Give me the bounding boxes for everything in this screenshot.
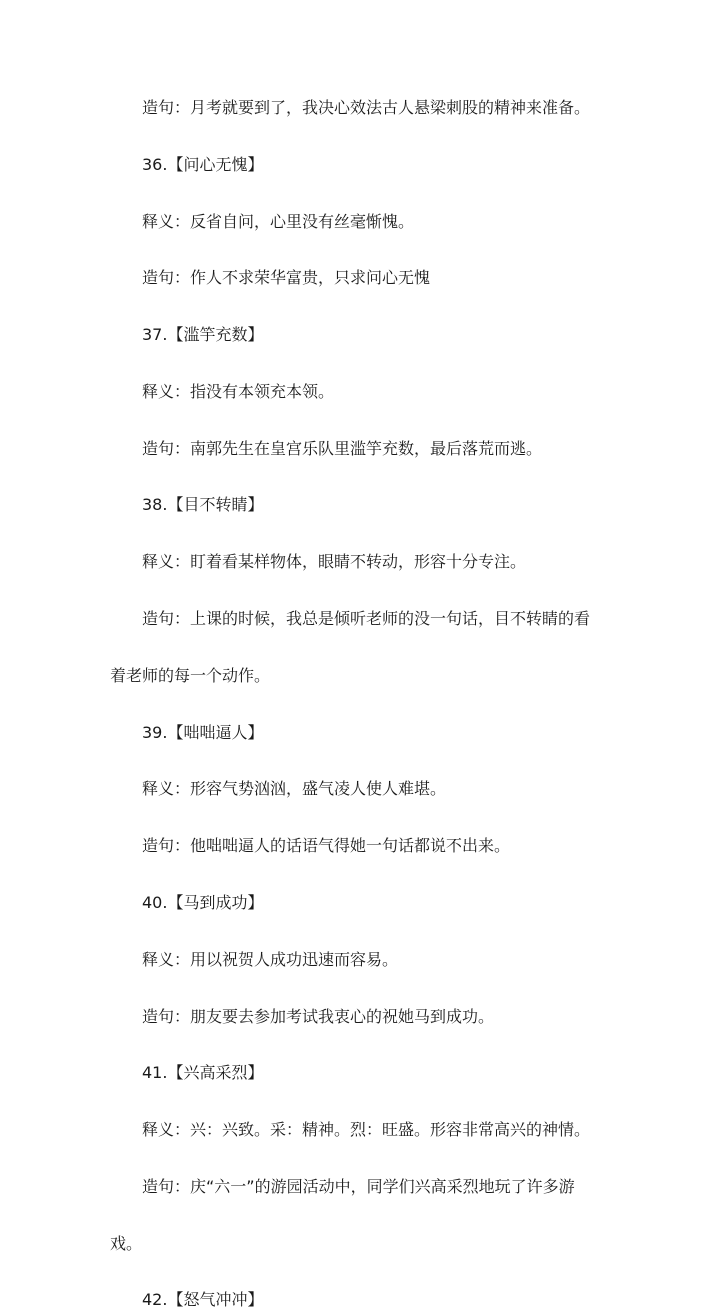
idiom-heading-40: 40.【马到成功】 xyxy=(142,892,264,912)
idiom-heading-41: 41.【兴高采烈】 xyxy=(142,1063,264,1083)
example-sentence: 造句：上课的时候，我总是倾听老师的没一句话，目不转睛的看 xyxy=(142,609,591,629)
meaning-line: 释义：盯着看某样物体，眼睛不转动，形容十分专注。 xyxy=(142,552,527,572)
meaning-line: 释义：形容气势汹汹，盛气凌人使人难堪。 xyxy=(142,779,447,799)
idiom-heading-42: 42.【怒气冲冲】 xyxy=(142,1290,264,1310)
example-sentence: 造句：他咄咄逼人的话语气得她一句话都说不出来。 xyxy=(142,836,511,856)
idiom-heading-37: 37.【滥竽充数】 xyxy=(142,325,264,345)
meaning-line: 释义：指没有本领充本领。 xyxy=(142,381,335,401)
example-sentence: 造句：庆“六一”的游园活动中，同学们兴高采烈地玩了许多游 xyxy=(142,1176,575,1196)
idiom-heading-39: 39.【咄咄逼人】 xyxy=(142,722,264,742)
example-sentence: 造句：月考就要到了，我决心效法古人悬梁刺股的精神来准备。 xyxy=(142,98,591,117)
example-sentence-continuation: 着老师的每一个动作。 xyxy=(110,665,271,685)
meaning-line: 释义：用以祝贺人成功迅速而容易。 xyxy=(142,949,399,969)
example-sentence-continuation: 戏。 xyxy=(110,1233,143,1253)
idiom-heading-38: 38.【目不转睛】 xyxy=(142,495,264,515)
idiom-heading-36: 36.【问心无愧】 xyxy=(142,154,264,174)
document-body xyxy=(110,94,610,1315)
example-sentence: 造句：作人不求荣华富贵，只求问心无愧 xyxy=(142,268,431,288)
example-sentence: 造句：南郭先生在皇宫乐队里滥竽充数，最后落荒而逃。 xyxy=(142,438,543,458)
meaning-line: 释义：反省自问，心里没有丝毫惭愧。 xyxy=(142,211,415,231)
meaning-line: 释义：兴：兴致。采：精神。烈：旺盛。形容非常高兴的神情。 xyxy=(142,1120,591,1140)
example-sentence: 造句：朋友要去参加考试我衷心的祝她马到成功。 xyxy=(142,1006,495,1026)
